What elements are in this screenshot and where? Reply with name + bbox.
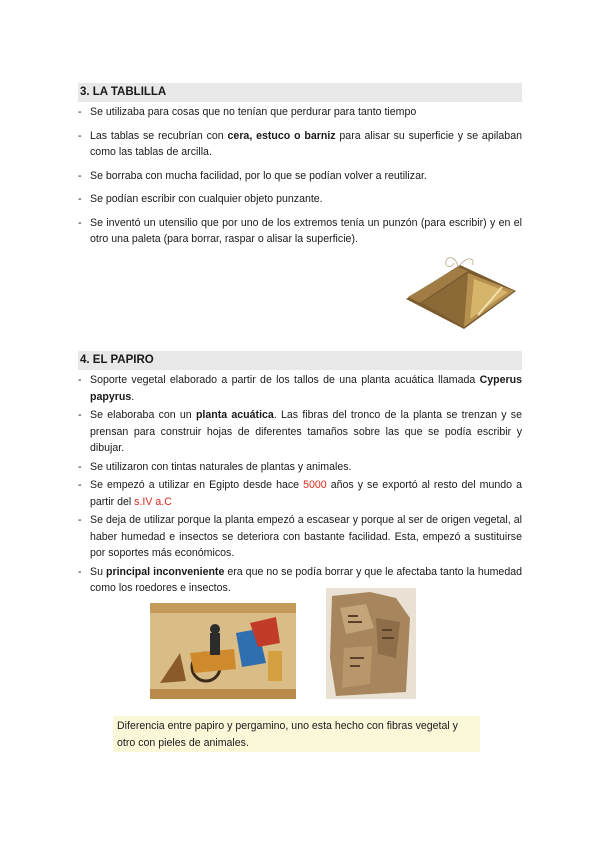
papyrus-fragment-illustration <box>326 588 416 699</box>
section-3-list <box>78 104 522 255</box>
list-item: - Soporte vegetal elaborado a partir de los tallos de una planta acuática llamada Cyperus papyrus. <box>78 374 522 403</box>
list-item: - Se utilizaron con tintas naturales de plantas y animales. <box>78 460 352 473</box>
wax-tablet-image <box>398 251 520 333</box>
section-4-heading: 4. EL PAPIRO <box>78 351 522 370</box>
section-3-heading: 3. LA TABLILLA <box>78 83 522 102</box>
wax-tablet-illustration <box>398 251 520 333</box>
comparison-note: Diferencia entre papiro y pergamino, uno esta hecho con fibras vegetal y otro con pieles de animales. <box>113 716 480 752</box>
list-item: - Se utilizaba para cosas que no tenían que perdurar para tanto tiempo <box>78 106 417 118</box>
list-item: - Las tablas se recubrían con cera, estuco o barniz para alisar su superficie y se apilaban como las tablas de arcilla. <box>78 129 522 158</box>
list-item: - Se inventó un utensilio que por uno de los extremos tenía un punzón (para escribir) y en el otro una paleta (para borrar, raspar o alisar la superficie). <box>78 216 522 245</box>
section-4-list <box>78 372 522 599</box>
papyrus-painting-illustration <box>150 603 296 699</box>
list-item: - Se elaboraba con un planta acuática. Las fibras del tronco de la planta se trenzan y se prensan para construir hojas de diferentes tamaños sobre las que se podía escribir y dibujar. <box>78 409 522 454</box>
list-item: - Se deja de utilizar porque la planta empezó a escasear y porque al ser de origen vegetal, al haber humedad e insectos se deteriora con bastante facilidad. Esta, empezó a sustituirse por soportes más económicos. <box>78 514 522 559</box>
papyrus-fragment-image <box>326 588 416 699</box>
papyrus-painting-image <box>150 603 296 699</box>
list-item: - Se empezó a utilizar en Egipto desde hace 5000 años y se exportó al resto del mundo a partir del s.IV a.C <box>78 479 522 508</box>
list-item: - Se borraba con mucha facilidad, por lo que se podían volver a reutilizar. <box>78 169 427 182</box>
list-item: - Su principal inconveniente era que no se podía borrar y que le afectaba tanto la humedad como los roedores e insectos. <box>78 565 522 594</box>
list-item: - Se podían escribir con cualquier objeto punzante. <box>78 193 323 205</box>
